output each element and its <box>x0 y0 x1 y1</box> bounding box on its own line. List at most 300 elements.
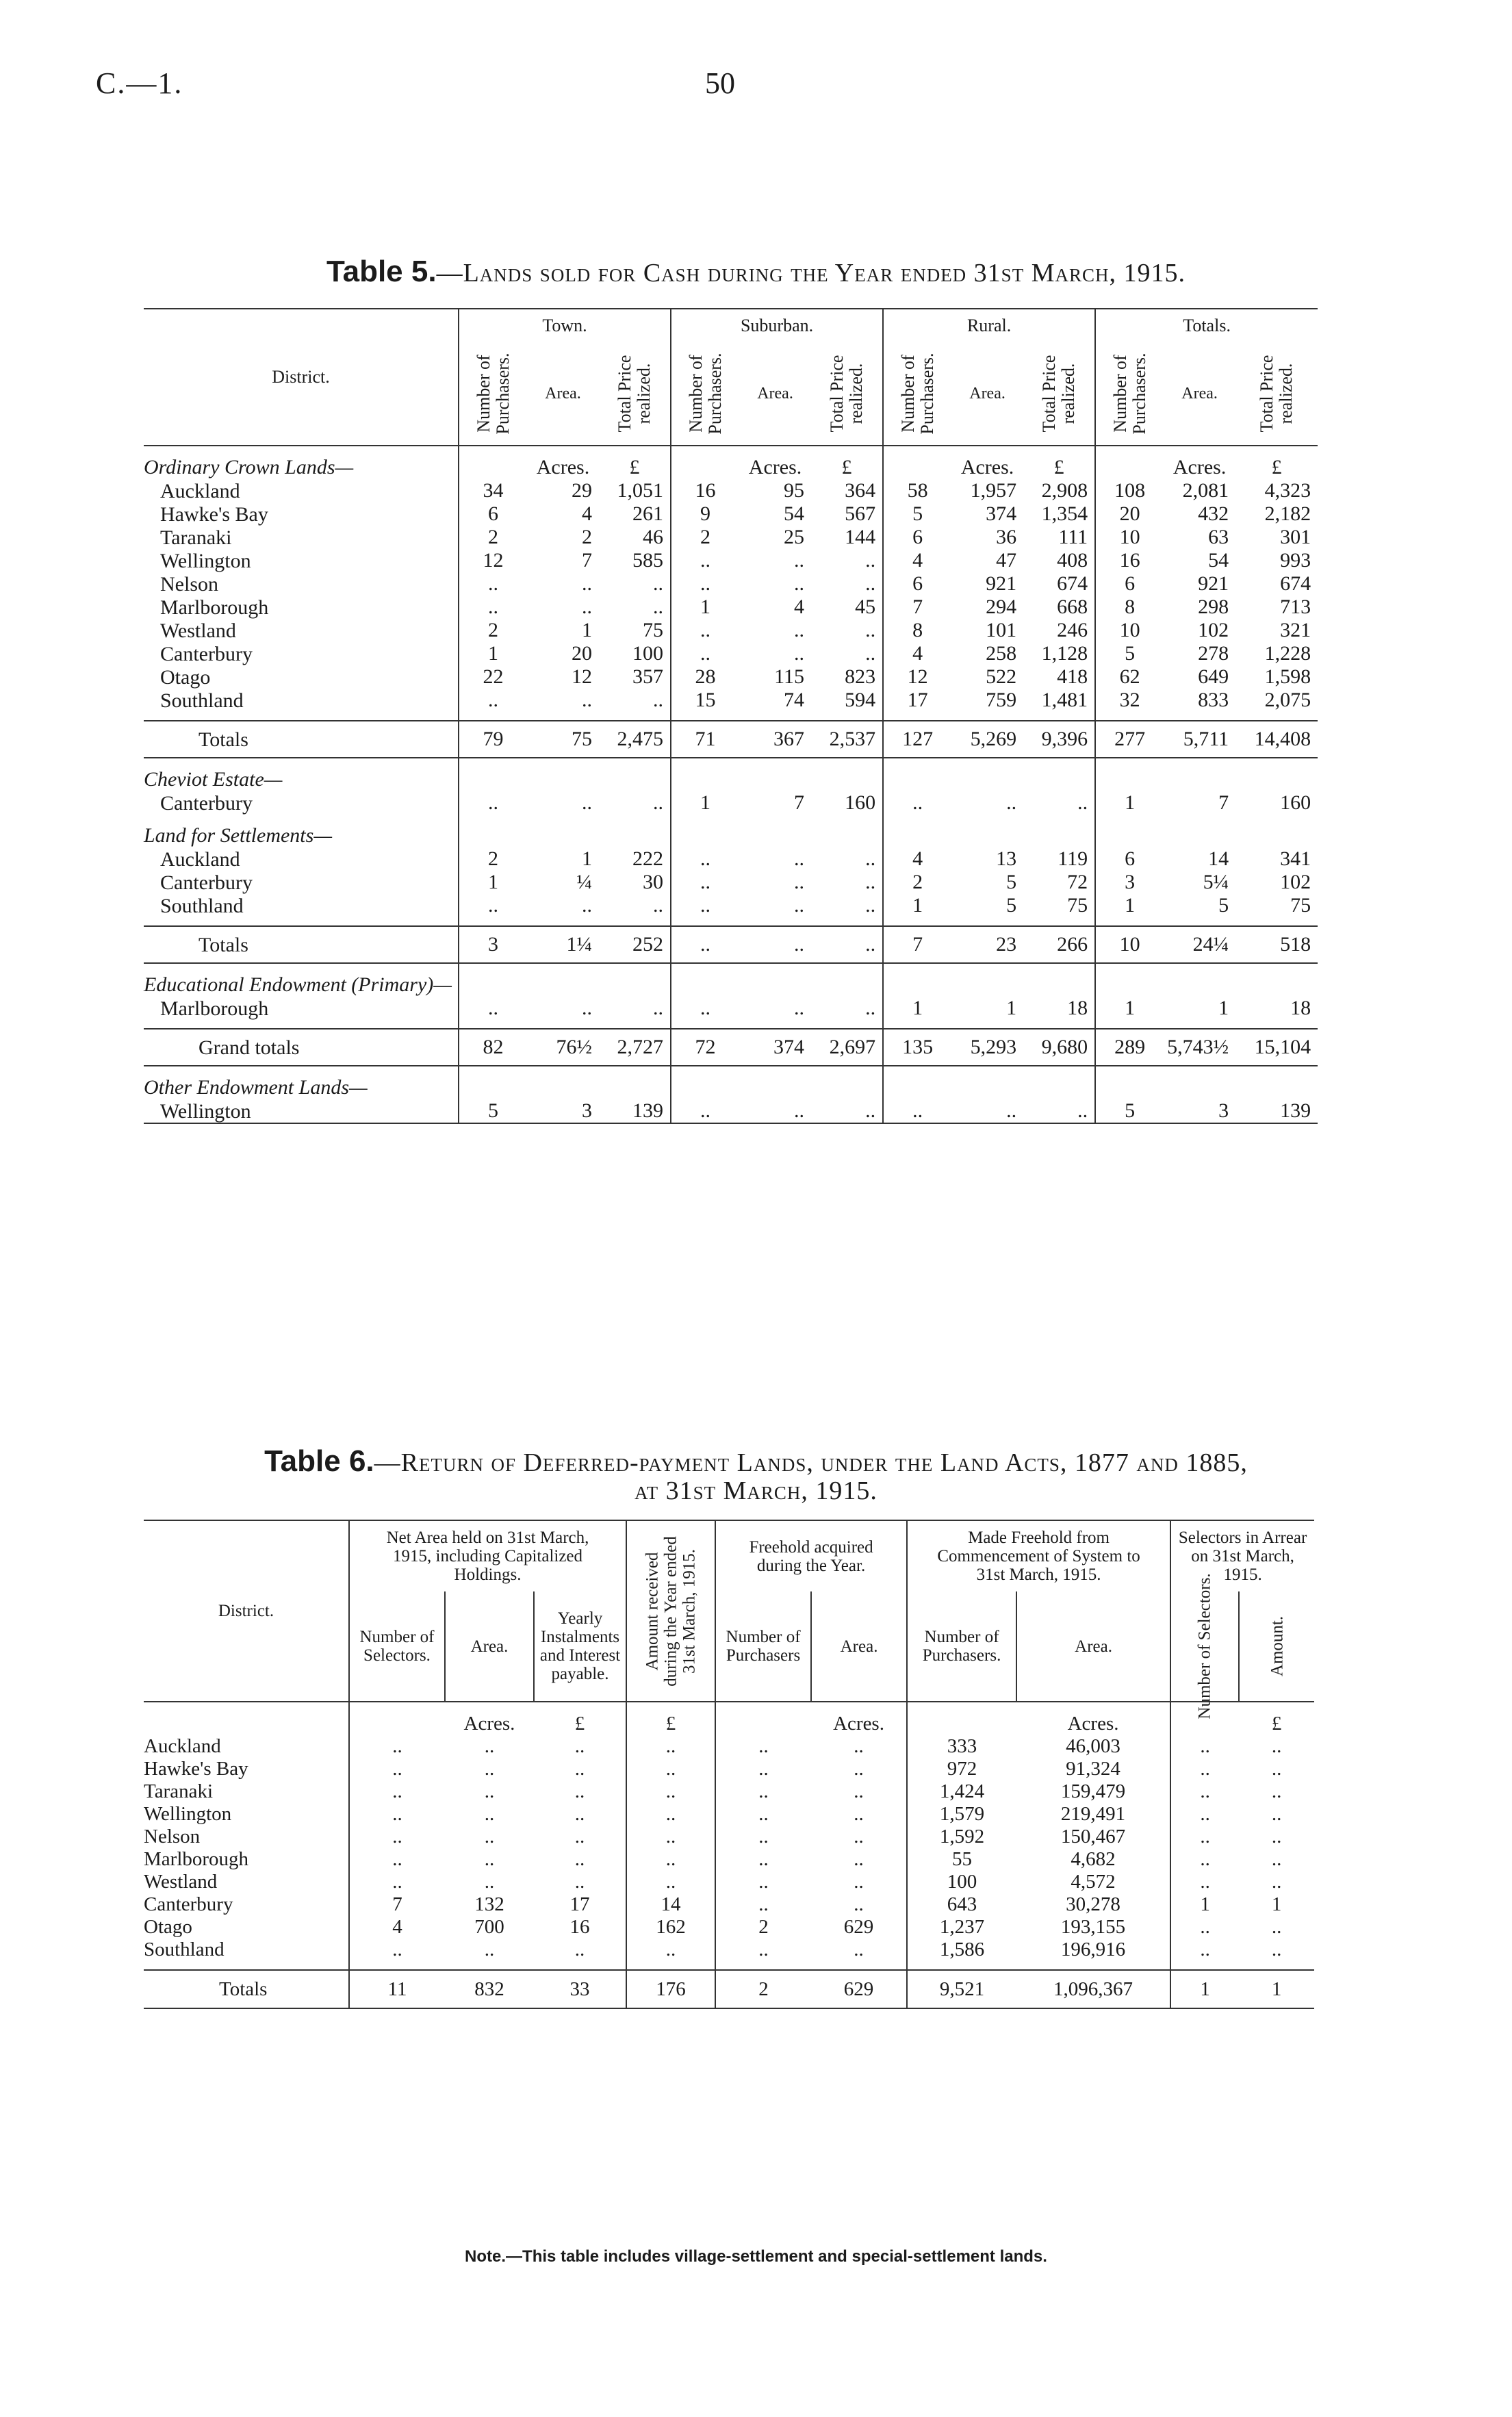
subheader-purchasers <box>671 342 739 446</box>
value-cell: .. <box>1006 791 1017 814</box>
district-name: Auckland <box>160 847 240 871</box>
section-heading: Ordinary Crown Lands— <box>144 456 354 478</box>
value-cell: 71 <box>671 721 739 758</box>
value-cell: 289 <box>1095 1029 1164 1066</box>
value-cell: 13 <box>996 847 1017 870</box>
subheader-purchasers <box>459 342 527 446</box>
value-cell: 15,104 <box>1254 1036 1311 1058</box>
district-name: Southland <box>160 894 244 917</box>
totals-label: Totals <box>198 933 248 956</box>
totals-label: Grand totals <box>198 1036 300 1059</box>
value-cell: .. <box>854 1780 864 1802</box>
table6-note: Note.—This table includes village-settlement and special-settlement lands. <box>465 2247 1047 2266</box>
value-cell: 111 <box>1058 526 1088 548</box>
district-name: Auckland <box>144 1735 221 1757</box>
value-cell: 75 <box>643 619 664 641</box>
group-made-freehold: Made Freehold from Commencement of System to 31st March, 1915. <box>907 1520 1170 1591</box>
spacer-row <box>144 917 1318 926</box>
value-cell: .. <box>349 1939 445 1961</box>
table-row <box>144 526 1318 549</box>
value-cell: .. <box>582 689 592 711</box>
district-name: Marlborough <box>160 997 269 1020</box>
value-cell: 4,323 <box>1264 479 1311 502</box>
subheader-price <box>1235 342 1318 446</box>
table-row <box>144 665 1318 689</box>
value-cell: 6 <box>459 502 527 526</box>
table-row <box>144 1758 1314 1780</box>
value-cell: 18 <box>1067 997 1088 1019</box>
value-cell: .. <box>574 1735 585 1757</box>
value-cell: .. <box>865 997 876 1019</box>
value-cell: 4 <box>883 549 951 572</box>
value-cell: 1,228 <box>1264 642 1311 665</box>
value-cell: .. <box>349 1848 445 1871</box>
value-cell: 75 <box>572 728 592 750</box>
value-cell: .. <box>574 1826 585 1847</box>
value-cell: .. <box>1271 1871 1282 1893</box>
district-name: Southland <box>144 1939 225 1960</box>
value-cell: 713 <box>1280 596 1311 618</box>
value-cell: 10 <box>1095 926 1164 963</box>
group-suburban: Suburban. <box>671 309 883 342</box>
spacer-row <box>144 1123 1318 1124</box>
col-fh-purchasers: Number of Purchasers <box>715 1591 811 1702</box>
value-cell: 1 <box>1095 791 1164 815</box>
value-cell: 24¼ <box>1192 933 1229 956</box>
table-row <box>144 1735 1314 1758</box>
subheader-price-label: Total Price realized. <box>1257 355 1296 433</box>
value-cell: 6 <box>1095 847 1164 871</box>
unit-price: £ <box>629 456 640 478</box>
spacer-row <box>144 963 1318 973</box>
value-cell: 1,592 <box>907 1826 1016 1848</box>
value-cell: 108 <box>1095 479 1164 502</box>
value-cell: 82 <box>459 1029 527 1066</box>
value-cell: .. <box>653 689 664 711</box>
table6-district-header: District. <box>144 1520 349 1702</box>
value-cell: .. <box>865 1099 876 1122</box>
value-cell: .. <box>626 1803 715 1826</box>
table-row <box>144 1099 1318 1123</box>
col-arrear-amount-label: Amount. <box>1268 1615 1287 1677</box>
value-cell: 139 <box>1280 1099 1311 1122</box>
subheader-area: Area. <box>545 384 581 402</box>
value-cell: .. <box>1170 1758 1239 1780</box>
value-cell: 1¼ <box>566 933 592 956</box>
value-cell: 2,475 <box>617 728 664 750</box>
district-name: Marlborough <box>160 596 269 619</box>
value-cell: 823 <box>845 665 876 688</box>
value-cell: 1,128 <box>1041 642 1088 665</box>
value-cell: 2,075 <box>1264 689 1311 711</box>
value-cell: 75 <box>1290 894 1311 917</box>
value-cell: 28 <box>671 665 739 689</box>
value-cell: .. <box>459 572 527 596</box>
value-cell: 5 <box>1095 1099 1164 1123</box>
unit-cell <box>715 1702 811 1735</box>
value-cell: 1 <box>671 791 739 815</box>
totals-label: Totals <box>219 1978 268 2000</box>
value-cell: 74 <box>784 689 805 711</box>
value-cell: .. <box>865 642 876 665</box>
value-cell: .. <box>574 1780 585 1802</box>
value-cell: 5 <box>459 1099 527 1123</box>
value-cell: .. <box>484 1803 495 1825</box>
value-cell: 127 <box>883 721 951 758</box>
value-cell: 8 <box>1095 596 1164 619</box>
value-cell: .. <box>582 596 592 618</box>
value-cell: 102 <box>1280 871 1311 893</box>
value-cell: 252 <box>632 933 664 956</box>
value-cell: 9,521 <box>907 1970 1016 2008</box>
unit-area: Acres. <box>536 456 590 478</box>
value-cell: .. <box>883 1099 951 1123</box>
district-name: Auckland <box>160 479 240 502</box>
value-cell: 54 <box>784 502 805 525</box>
value-cell: .. <box>626 1826 715 1848</box>
group-freehold-acquired: Freehold acquired during the Year. <box>715 1520 907 1591</box>
value-cell: 55 <box>907 1848 1016 1871</box>
district-name: Canterbury <box>160 642 253 665</box>
value-cell: 518 <box>1280 933 1311 956</box>
col-amount-received-label: Amount received during the Year ended 31st March, 1915. <box>643 1535 699 1687</box>
value-cell: .. <box>865 847 876 870</box>
value-cell: .. <box>671 847 739 871</box>
value-cell: 1 <box>1170 1893 1239 1916</box>
table-row <box>144 479 1318 502</box>
value-cell: 139 <box>632 1099 664 1122</box>
value-cell: 25 <box>784 526 805 548</box>
table-row <box>144 871 1318 894</box>
value-cell: 3 <box>1218 1099 1229 1122</box>
value-cell: .. <box>1170 1826 1239 1848</box>
value-cell: 63 <box>1208 526 1229 548</box>
value-cell: 1 <box>1271 1893 1282 1915</box>
value-cell: 46 <box>643 526 664 548</box>
value-cell: 2,182 <box>1264 502 1311 525</box>
spacer-row <box>144 712 1318 721</box>
value-cell: 321 <box>1280 619 1311 641</box>
value-cell: .. <box>715 1871 811 1893</box>
grand-totals-row <box>144 1029 1318 1066</box>
value-cell: 20 <box>1095 502 1164 526</box>
value-cell: .. <box>484 1735 495 1757</box>
value-cell: 700 <box>474 1916 504 1938</box>
value-cell: .. <box>653 791 664 814</box>
value-cell: 1 <box>883 997 951 1020</box>
value-cell: .. <box>854 1826 864 1847</box>
value-cell: 643 <box>907 1893 1016 1916</box>
value-cell: 54 <box>1208 549 1229 572</box>
value-cell: 674 <box>1057 572 1088 595</box>
value-cell: 301 <box>1280 526 1311 548</box>
value-cell: .. <box>582 894 592 917</box>
table-row <box>144 502 1318 526</box>
unit-area: Acres. <box>960 456 1014 478</box>
unit-price: £ <box>841 456 852 478</box>
value-cell: 2 <box>715 1970 811 2008</box>
value-cell: 921 <box>1198 572 1229 595</box>
subheader-price-label: Total Price realized. <box>615 355 654 433</box>
value-cell: .. <box>349 1871 445 1893</box>
value-cell: 357 <box>632 665 664 688</box>
value-cell: 34 <box>459 479 527 502</box>
table-row <box>144 596 1318 619</box>
value-cell: 585 <box>632 549 664 572</box>
value-cell: 1,598 <box>1264 665 1311 688</box>
table5 <box>144 308 1318 1124</box>
value-cell: 649 <box>1198 665 1229 688</box>
value-cell: .. <box>349 1758 445 1780</box>
value-cell: .. <box>671 894 739 917</box>
subheader-price <box>599 342 671 446</box>
value-cell: 1 <box>582 619 592 641</box>
value-cell: 921 <box>986 572 1017 595</box>
value-cell: 101 <box>986 619 1017 641</box>
value-cell: 1 <box>1095 997 1164 1020</box>
district-name: Westland <box>144 1871 218 1893</box>
value-cell: 833 <box>1198 689 1229 711</box>
totals-row <box>144 1970 1314 2008</box>
value-cell: .. <box>883 791 951 815</box>
value-cell: .. <box>865 572 876 595</box>
table6-label: Table 6. <box>264 1444 374 1478</box>
value-cell: 160 <box>1280 791 1311 814</box>
value-cell: .. <box>794 619 805 641</box>
table6-title-line2: at 31st March, 1915. <box>635 1476 877 1505</box>
value-cell: .. <box>484 1939 495 1960</box>
subheader-price <box>1023 342 1095 446</box>
table5-title-text: —Lands sold for Cash during the Year ended 31st March, 1915. <box>436 259 1186 287</box>
value-cell: 72 <box>1067 871 1088 893</box>
value-cell: .. <box>715 1826 811 1848</box>
value-cell: .. <box>574 1758 585 1780</box>
district-name: Canterbury <box>144 1893 233 1915</box>
group-rural: Rural. <box>883 309 1095 342</box>
table6-group-header-row <box>144 1520 1314 1591</box>
value-cell: .. <box>653 596 664 618</box>
subheader-purchasers-label: Number of Purchasers. <box>1110 353 1149 435</box>
value-cell: 115 <box>774 665 805 688</box>
table6-title-line1 <box>0 1444 1512 1479</box>
value-cell: .. <box>653 997 664 1019</box>
subheader-purchasers-label: Number of Purchasers. <box>897 353 937 435</box>
value-cell: .. <box>1271 1848 1282 1870</box>
subheader-price-label: Total Price realized. <box>1039 355 1079 433</box>
district-name: Marlborough <box>144 1848 249 1870</box>
district-name: Nelson <box>144 1826 201 1847</box>
value-cell: 72 <box>671 1029 739 1066</box>
value-cell: 222 <box>632 847 664 870</box>
value-cell: 16 <box>671 479 739 502</box>
subheader-purchasers-label: Number of Purchasers. <box>685 353 725 435</box>
spacer-row <box>144 758 1318 768</box>
value-cell: 972 <box>907 1758 1016 1780</box>
value-cell: 219,491 <box>1060 1803 1126 1825</box>
value-cell: 46,003 <box>1066 1735 1120 1757</box>
value-cell: .. <box>459 894 527 917</box>
value-cell: .. <box>574 1871 585 1893</box>
district-name: Wellington <box>160 1099 251 1123</box>
value-cell: .. <box>854 1871 864 1893</box>
district-name: Taranaki <box>144 1780 214 1802</box>
value-cell: 1,237 <box>907 1916 1016 1939</box>
value-cell: .. <box>794 847 805 870</box>
value-cell: 5 <box>883 502 951 526</box>
value-cell: .. <box>349 1780 445 1803</box>
value-cell: 246 <box>1057 619 1088 641</box>
value-cell: 162 <box>626 1916 715 1939</box>
value-cell: .. <box>671 619 739 642</box>
value-cell: .. <box>582 997 592 1019</box>
value-cell: 8 <box>883 619 951 642</box>
value-cell: 5,293 <box>970 1036 1017 1058</box>
value-cell: 100 <box>632 642 664 665</box>
group-totals: Totals. <box>1095 309 1318 342</box>
table6 <box>144 1520 1314 2009</box>
spacer-row <box>144 815 1318 824</box>
value-cell: 1,354 <box>1041 502 1088 525</box>
value-cell: 1,424 <box>907 1780 1016 1803</box>
spacer-row <box>144 446 1318 456</box>
value-cell: 294 <box>986 596 1017 618</box>
value-cell: .. <box>715 1893 811 1916</box>
table-row <box>144 1803 1314 1826</box>
value-cell: .. <box>1006 1099 1017 1122</box>
value-cell: 298 <box>1198 596 1229 618</box>
value-cell: .. <box>865 871 876 893</box>
table-row <box>144 1826 1314 1848</box>
unit-cell: Acres. <box>463 1713 515 1735</box>
district-name: Hawke's Bay <box>144 1758 248 1780</box>
value-cell: 3 <box>582 1099 592 1122</box>
table5-title <box>0 255 1512 289</box>
value-cell: .. <box>1271 1916 1282 1938</box>
table-row <box>144 1916 1314 1939</box>
value-cell: 47 <box>996 549 1017 572</box>
value-cell: 45 <box>855 596 876 618</box>
value-cell: .. <box>626 1848 715 1871</box>
value-cell: 5,743½ <box>1167 1036 1229 1058</box>
value-cell: 14,408 <box>1254 728 1311 750</box>
table-row <box>144 1848 1314 1871</box>
value-cell: 10 <box>1095 619 1164 642</box>
value-cell: 12 <box>459 549 527 572</box>
value-cell: .. <box>1170 1780 1239 1803</box>
table-row <box>144 847 1318 871</box>
value-cell: 2,537 <box>829 728 876 750</box>
value-cell: .. <box>865 894 876 917</box>
value-cell: 1 <box>1006 997 1017 1019</box>
section-heading: Land for Settlements— <box>144 824 332 847</box>
value-cell: 522 <box>986 665 1017 688</box>
value-cell: 33 <box>569 1978 590 2000</box>
value-cell: .. <box>582 572 592 595</box>
value-cell: .. <box>459 596 527 619</box>
value-cell: 367 <box>773 728 805 750</box>
totals-label: Totals <box>198 728 248 751</box>
district-name: Taranaki <box>160 526 232 549</box>
value-cell: 364 <box>845 479 876 502</box>
value-cell: 3 <box>459 926 527 963</box>
value-cell: 9 <box>671 502 739 526</box>
value-cell: 374 <box>773 1036 805 1058</box>
value-cell: 1 <box>1218 997 1229 1019</box>
section-heading: Cheviot Estate— <box>144 768 283 791</box>
value-cell: 4 <box>349 1916 445 1939</box>
table5-group-header-row <box>144 309 1318 342</box>
value-cell: .. <box>349 1803 445 1826</box>
value-cell: .. <box>1170 1871 1239 1893</box>
subheader-area: Area. <box>969 384 1005 402</box>
col-arrear-selectors-label: Number of Selectors. <box>1195 1573 1214 1719</box>
value-cell: 160 <box>845 791 876 814</box>
value-cell: 5 <box>1006 894 1017 917</box>
value-cell: .. <box>459 997 527 1020</box>
table-row <box>144 689 1318 712</box>
district-header: District. <box>144 309 459 446</box>
group-town: Town. <box>459 309 671 342</box>
value-cell: 5,711 <box>1183 728 1229 750</box>
document-reference: C.—1. <box>96 66 183 100</box>
value-cell: 18 <box>1290 997 1311 1019</box>
value-cell: .. <box>671 549 739 572</box>
value-cell: 132 <box>474 1893 504 1915</box>
table-row <box>144 1780 1314 1803</box>
value-cell: 2 <box>883 871 951 894</box>
value-cell: .. <box>794 997 805 1019</box>
subheader-purchasers-label: Number of Purchasers. <box>473 353 513 435</box>
section-heading-row <box>144 824 1318 847</box>
district-name: Nelson <box>160 572 218 596</box>
value-cell: .. <box>865 933 876 956</box>
value-cell: 4 <box>883 642 951 665</box>
district-name: Otago <box>144 1916 192 1938</box>
value-cell: .. <box>484 1826 495 1847</box>
value-cell: 1 <box>671 596 739 619</box>
value-cell: 32 <box>1095 689 1164 712</box>
value-cell: 1,096,367 <box>1053 1978 1133 2000</box>
table-row <box>144 642 1318 665</box>
value-cell: 832 <box>474 1978 504 2000</box>
value-cell: 2,081 <box>1182 479 1229 502</box>
value-cell: .. <box>1271 1780 1282 1802</box>
value-cell: .. <box>671 997 739 1020</box>
value-cell: 193,155 <box>1060 1916 1126 1938</box>
value-cell: 95 <box>784 479 805 502</box>
value-cell: .. <box>574 1848 585 1870</box>
value-cell: 119 <box>1058 847 1088 870</box>
value-cell: 5¼ <box>1203 871 1229 893</box>
value-cell: .. <box>626 1735 715 1758</box>
value-cell: .. <box>349 1735 445 1758</box>
col-amount-received <box>626 1520 715 1702</box>
value-cell: 2 <box>459 619 527 642</box>
value-cell: .. <box>1271 1758 1282 1780</box>
value-cell: .. <box>854 1848 864 1870</box>
group-net-area: Net Area held on 31st March, 1915, including Capitalized Holdings. <box>349 1520 626 1591</box>
value-cell: 4,682 <box>1071 1848 1116 1870</box>
value-cell: .. <box>484 1871 495 1893</box>
section-heading-row <box>144 973 1318 997</box>
value-cell: 20 <box>572 642 592 665</box>
value-cell: 58 <box>883 479 951 502</box>
section-heading: Other Endowment Lands— <box>144 1076 368 1099</box>
value-cell: .. <box>484 1758 495 1780</box>
col-arrear-selectors <box>1170 1573 1239 1719</box>
value-cell: 2 <box>459 847 527 871</box>
subheader-price-label: Total Price realized. <box>827 355 867 433</box>
